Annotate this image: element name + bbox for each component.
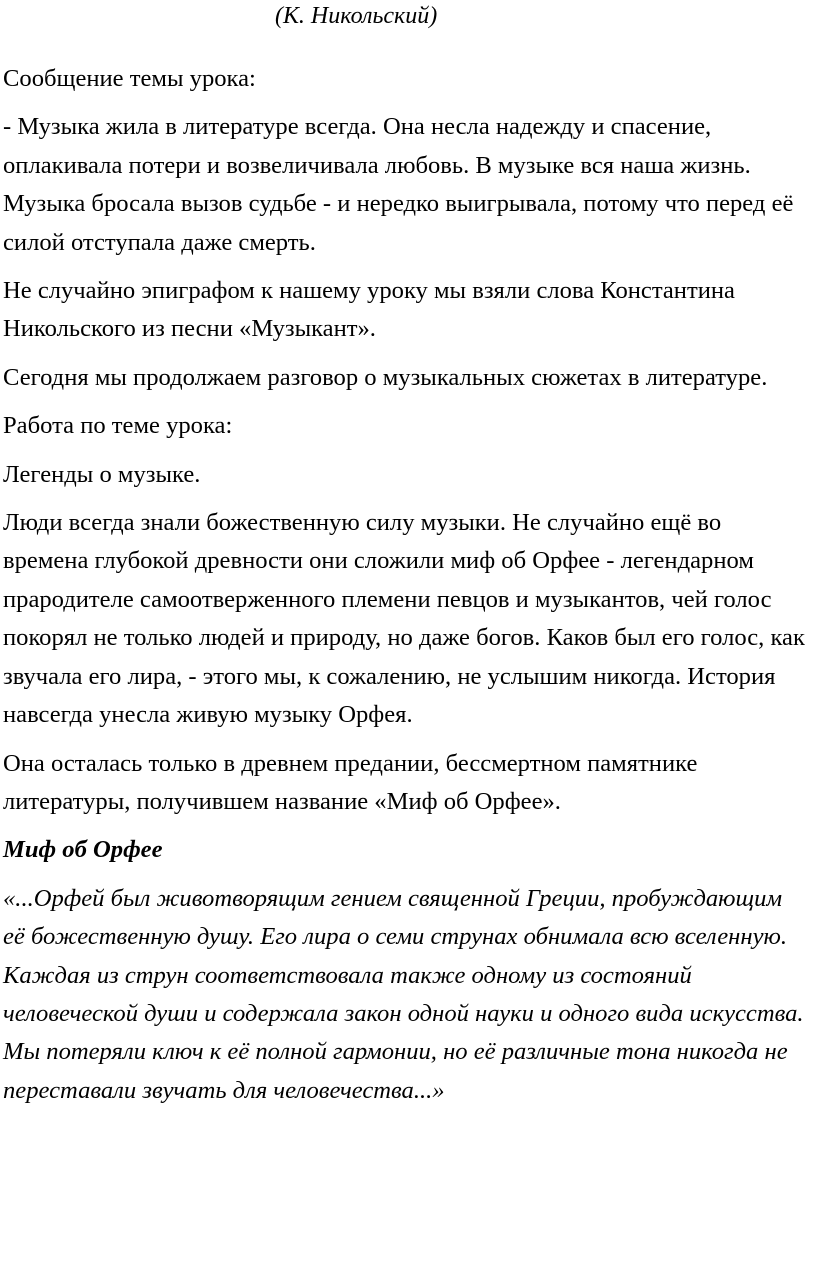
paragraph-today: Сегодня мы продолжаем разговор о музыкальных сюжетах в литературе.: [3, 363, 768, 391]
myth-quote: «...Орфей был животворящим гением священной Греции, пробуждающим её божественную душу. Его лира о семи струнах обнимала всю вселенную. Каждая из струн соответствовала также одному из состояний человеческой души и содержала закон одной науки и одного вида искусства. Мы потеряли ключ к её полной гармонии, но её различные тона никогда не переставали звучать для человечества...»: [3, 884, 804, 1104]
paragraph-music-in-literature: - Музыка жила в литературе всегда. Она несла надежду и спасение, оплакивала потери и возвеличивала любовь. В музыке вся наша жизнь. Музыка бросала вызов судьбе - и нередко выигрывала, потому что перед её силой отступала даже смерть.: [3, 113, 794, 256]
lesson-work-label: Работа по теме урока:: [3, 412, 233, 440]
paragraph-orpheus-legend: Люди всегда знали божественную силу музыки. Не случайно ещё во времена глубокой древности они сложили миф об Орфее - легендарном прародителе самоотверженного племени певцов и музыкантов, чей голос покорял не только людей и природу, но даже богов. Каков был его голос, как звучала его лира, - этого мы, к сожалению, не услышим никогда. История навсегда унесла живую музыку Орфея.: [3, 509, 805, 729]
paragraph-orpheus-myth: Она осталась только в древнем предании, бессмертном памятнике литературы, получившем название «Миф об Орфее».: [3, 749, 698, 815]
epigraph-attribution: (К. Никольский): [275, 3, 438, 29]
myth-heading: Миф об Орфее: [3, 836, 163, 864]
section-legends-title: Легенды о музыке.: [3, 460, 201, 488]
paragraph-epigraph-note: Не случайно эпиграфом к нашему уроку мы взяли слова Константина Никольского из песни «Музыкант».: [3, 277, 735, 343]
lesson-topic-label: Сообщение темы урока:: [3, 65, 256, 92]
